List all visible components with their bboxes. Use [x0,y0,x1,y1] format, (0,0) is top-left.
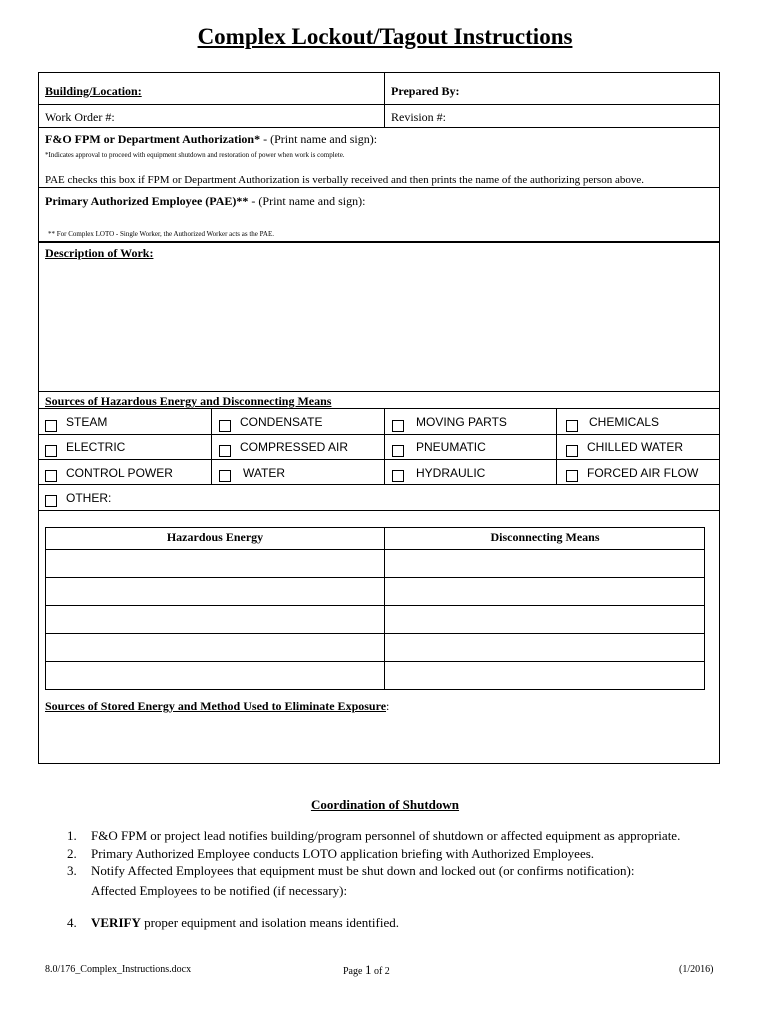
chilled-water-label: CHILLED WATER [587,440,684,454]
coordination-heading: Coordination of Shutdown [310,797,460,812]
page-suffix: of 2 [371,966,390,977]
water-label: WATER [243,466,285,480]
step-2-text: Primary Authorized Employee conducts LOTO application briefing with Authorized Employees. [91,846,595,861]
condensate-checkbox[interactable] [219,420,231,432]
step-3-text: Notify Affected Employees that equipment must be shut down and locked out (or confirms notification): [91,863,635,878]
stored-energy-label: Sources of Stored Energy and Method Used to Eliminate Exposure [45,699,387,713]
energy-table [45,527,705,690]
step-number: 2. [67,846,77,861]
moving-parts-checkbox[interactable] [392,420,404,432]
control-power-label: CONTROL POWER [66,466,173,480]
chilled-water-checkbox[interactable] [566,445,578,457]
compressed-air-label: COMPRESSED AIR [240,440,349,454]
authorization-note: *Indicates approval to proceed with equipment shutdown and restoration of power when work is complete. [45,151,345,159]
step-1-text: F&O FPM or project lead notifies building/program personnel of shutdown or affected equipment as appropriate. [91,828,681,843]
hydraulic-checkbox[interactable] [392,470,404,482]
disconnecting-means-header: Disconnecting Means [490,530,600,544]
footer-filename: 8.0/176_Complex_Instructions.docx [45,964,192,975]
electric-checkbox[interactable] [45,445,57,457]
forced-air-flow-checkbox[interactable] [566,470,578,482]
work-order-label: Work Order #: [45,110,115,124]
steam-label: STEAM [66,415,108,429]
moving-parts-label: MOVING PARTS [416,415,507,429]
pae-verbal-note: PAE checks this box if FPM or Department Authorization is verbally received and then prints the name of the authorizing person above. [45,174,644,186]
chemicals-checkbox[interactable] [566,420,578,432]
other-label: OTHER: [66,491,112,505]
page-title: Complex Lockout/Tagout Instructions [197,24,573,49]
form-border-left [38,72,39,764]
chemicals-label: CHEMICALS [589,415,660,429]
description-label: Description of Work: [45,246,154,260]
stored-energy-field [45,699,389,714]
other-checkbox[interactable] [45,495,57,507]
electric-label: ELECTRIC [66,440,126,454]
step-number: 3. [67,863,77,878]
form-border-right [719,72,720,764]
steam-checkbox[interactable] [45,420,57,432]
verify-keyword: VERIFY [91,915,141,930]
pneumatic-label: PNEUMATIC [416,440,486,454]
authorization-label: F&O FPM or Department Authorization* [45,132,261,146]
authorization-suffix: - (Print name and sign): [260,132,378,146]
condensate-label: CONDENSATE [240,415,323,429]
building-location-label: Building/Location: [45,84,142,98]
hazardous-energy-header: Hazardous Energy [166,530,264,544]
water-checkbox[interactable] [219,470,231,482]
sources-heading: Sources of Hazardous Energy and Disconnecting Means [45,394,332,408]
footer-date: (1/2016) [679,964,714,975]
authorization-field [45,132,377,147]
compressed-air-checkbox[interactable] [219,445,231,457]
affected-employees-text: Affected Employees to be notified (if necessary): [91,883,348,898]
form-border-bottom [38,763,720,764]
page-prefix: Page [343,966,365,977]
pae-label: Primary Authorized Employee (PAE)** [45,194,249,208]
hydraulic-label: HYDRAULIC [416,466,486,480]
footer-page [343,962,390,978]
form-border-top [38,72,720,73]
page-number: 1 [364,962,372,977]
pae-suffix: - (Print name and sign): [248,194,366,208]
step-number: 1. [67,828,77,843]
control-power-checkbox[interactable] [45,470,57,482]
prepared-by-label: Prepared By: [391,84,460,98]
step-4-text [91,915,399,931]
step-number: 4. [67,915,77,930]
pneumatic-checkbox[interactable] [392,445,404,457]
step-4-rest: proper equipment and isolation means identified. [140,915,399,930]
stored-energy-colon: : [386,699,390,713]
pae-field [45,194,365,209]
revision-label: Revision #: [391,110,447,124]
forced-air-flow-label: FORCED AIR FLOW [587,466,699,480]
pae-note: ** For Complex LOTO - Single Worker, the Authorized Worker acts as the PAE. [48,230,274,238]
